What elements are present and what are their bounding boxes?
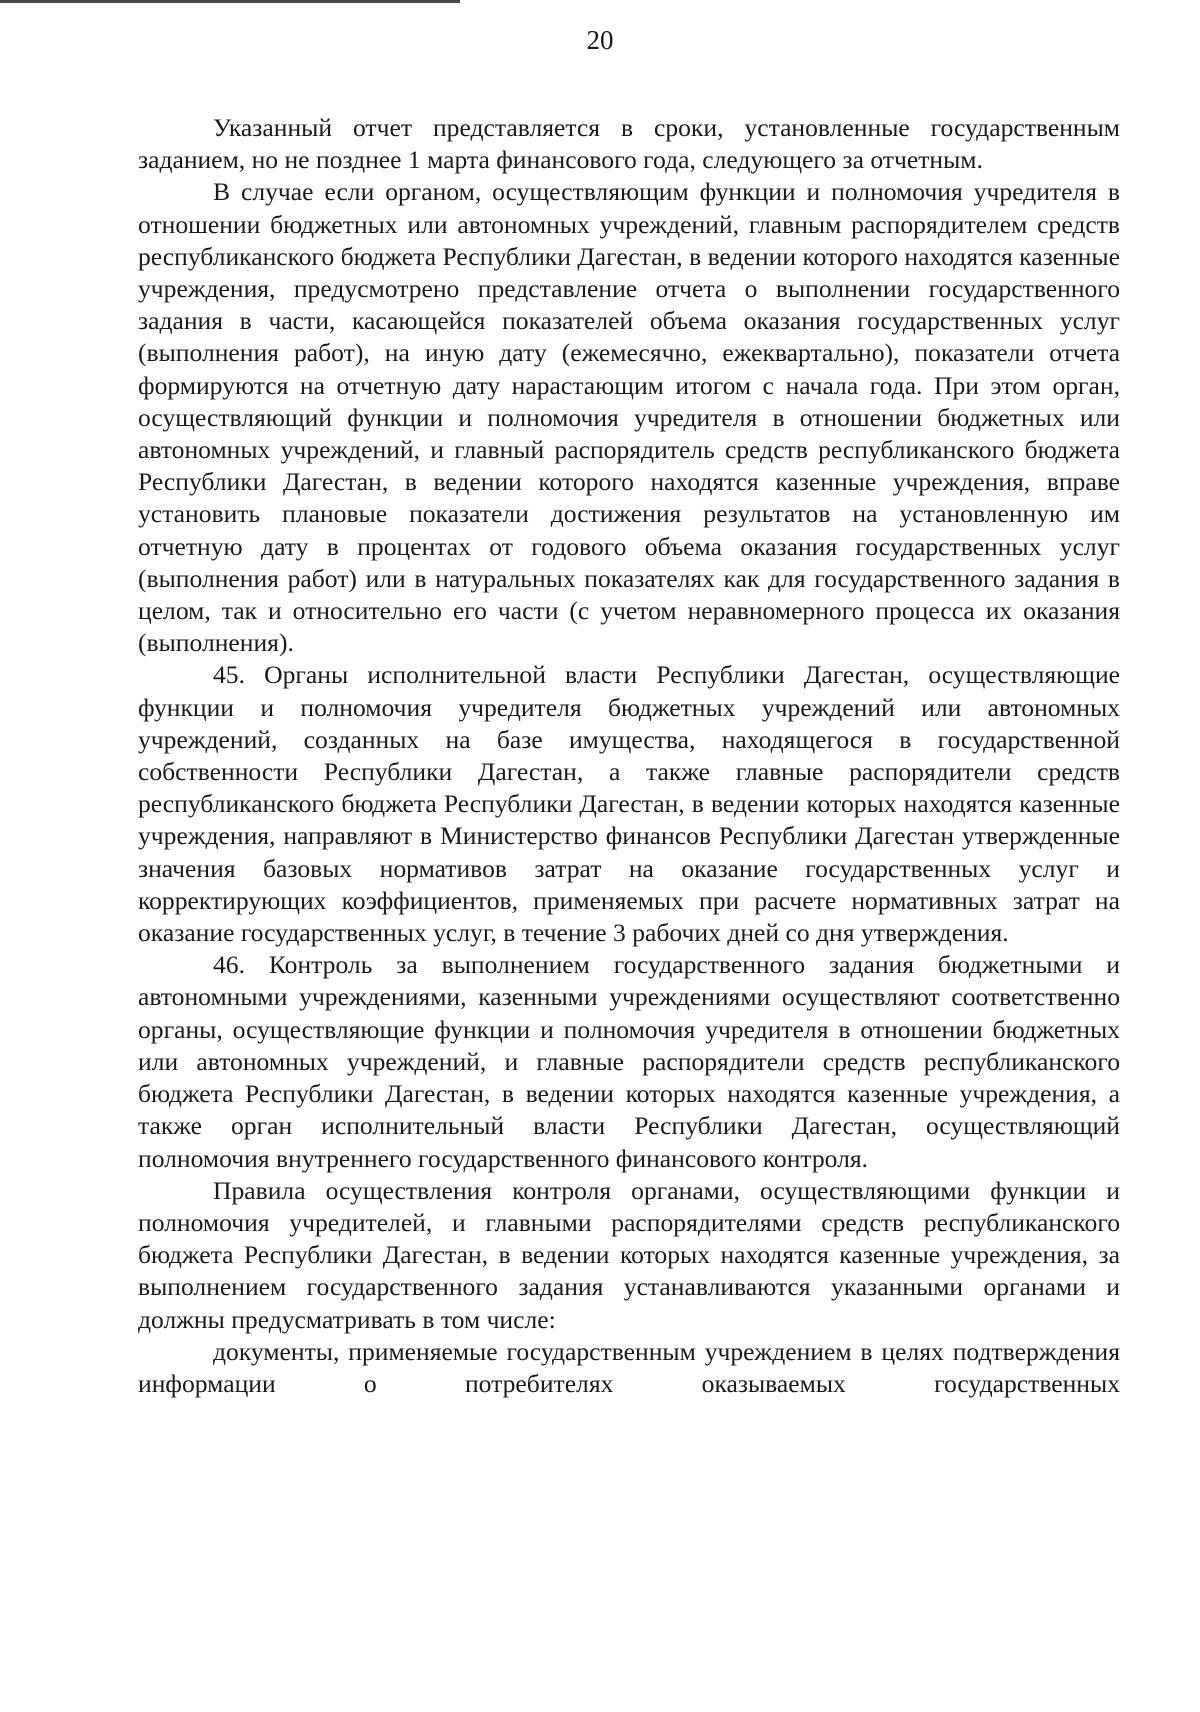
document-body	[138, 112, 1120, 1400]
page-number: 20	[586, 25, 614, 55]
paragraph-item-46: 46. Контроль за выполнением государственного задания бюджетными и автономными учреждениями, казенными учреждениями осуществляют соответственно органы, осуществляющие функции и полномочия учредителя в отношении бюджетных или автономных учреждений, и главные распорядители средств республиканского бюджета Республики Дагестан, в ведении которых находятся казенные учреждения, а также орган исполнительный власти Республики Дагестан, осуществляющий полномочия внутреннего государственного финансового контроля.	[138, 950, 1120, 1173]
paragraph-item-45: 45. Органы исполнительной власти Республики Дагестан, осуществляющие функции и полномочия учредителя бюджетных учреждений или автономных учреждений, созданных на базе имущества, находящегося в государственной собственности Республики Дагестан, а также главные распорядители средств республиканского бюджета Республики Дагестан, в ведении которых находятся казенные учреждения, направляют в Министерство финансов Республики Дагестан утвержденные значения базовых нормативов затрат на оказание государственных услуг и корректирующих коэффициентов, применяемых при расчете нормативных затрат на оказание государственных услуг, в течение 3 рабочих дней со дня утверждения.	[138, 660, 1120, 948]
paragraph-documents: документы, применяемые государственным учреждением в целях подтверждения информации о потребителях оказываемых государственных	[138, 1336, 1120, 1398]
paragraph-report-deadline: Указанный отчет представляется в сроки, установленные государственным заданием, но не позднее 1 марта финансового года, следующего за отчетным.	[138, 113, 1120, 175]
paragraph-control-rules: Правила осуществления контроля органами, осуществляющими функции и полномочия учредителей, и главными распорядителями средств республиканского бюджета Республики Дагестан, в ведении которых находятся казенные учреждения, за выполнением государственного задания устанавливаются указанными органами и должны предусматривать в том числе:	[138, 1175, 1120, 1334]
paragraph-report-date: В случае если органом, осуществляющим функции и полномочия учредителя в отношении бюджетных или автономных учреждений, главным распорядителем средств республиканского бюджета Республики Дагестан, в ведении которого находятся казенные учреждения, предусмотрено представление отчета о выполнении государственного задания в части, касающейся показателей объема оказания государственных услуг (выполнения работ), на иную дату (ежемесячно, ежеквартально), показатели отчета формируются на отчетную дату нарастающим итогом с начала года. При этом орган, осуществляющий функции и полномочия учредителя в отношении бюджетных или автономных учреждений, и главный распорядитель средств республиканского бюджета Республики Дагестан, в ведении которого находятся казенные учреждения, вправе установить плановые показатели достижения результатов на установленную им отчетную дату в процентах от годового объема оказания государственных услуг (выполнения работ) или в натуральных показателях как для государственного задания в целом, так и относительно его части (с учетом неравномерного процесса их оказания (выполнения).	[138, 177, 1120, 658]
scan-edge-line	[0, 0, 460, 3]
